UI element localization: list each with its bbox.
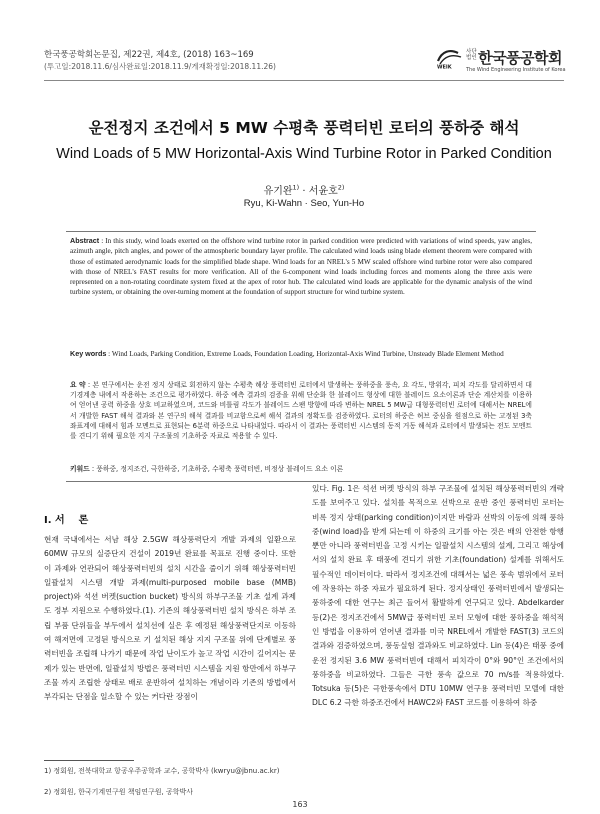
- logo-english-name: The Wind Engineering Institute of Korea: [466, 67, 566, 73]
- korean-abstract-label: 요 약: [70, 381, 86, 389]
- body-left-column: 현재 국내에서는 서남 해상 2.5GW 해상풍력단지 개발 과제의 일환으로 60MW 규모의 실증단지 건설이 2019년 완료를 목표로 진행 중이다. 또한 이 과제와 연관되어 해상풍력터빈의 설치 시간을 줄이기 위해 해상풍력터빈 일괄설치 시스템 개발 과제(multi-purposed mobile base (MMB) project)와 석션 버켓(suction bucket) 방식의 하부구조물 기초 설계 과제도 정부 지원으로 수행하였다.(1). 기존의 해상풍력터빈 설치 방식은 하부 조립 부품 단위들을 부두에서 설치선에 실은 후 예정된 해상풍력단지로 이동하여 해저면에 고정된 방식으로 기 설치된 해상 지지 구조물 위에 단계별로 풍력터빈을 조립해 나가기 때문에 작업 난이도가 높고 작업 시간이 길어지는 문제가 있는 반면에, 일괄설치 방법은 풍력터빈 시스템을 지원 항만에서 하부구조물 까지 조립한 상태로 배로 운반하여 설치하는 개념이라 기존의 방법에서 부각되는 단점을 일소할 수 있는 커다란 장점이: [44, 535, 296, 702]
- author1-affiliation-mark: 1): [292, 183, 300, 192]
- authors-english: Ryu, Ki-Wahn · Seo, Yun-Ho: [243, 198, 365, 209]
- page-number: 163: [292, 800, 308, 809]
- keywords-text: : Wind Loads, Parking Condition, Extreme Loads, Foundation Loading, Horizontal-Axis Wind Turbine, Unsteady Blade Element Method: [108, 350, 504, 358]
- keywords-label: Key words: [70, 349, 107, 358]
- korean-keywords-label: 키워드: [70, 465, 90, 473]
- korean-abstract-text: : 본 연구에서는 운전 정지 상태로 회전하지 않는 수평축 해상 풍력터빈 로터에서 발생하는 풍하중을 풍속, 요 각도, 방위각, 피치 각도를 달리하면서 대기경계층 내에서 작용하는 조건으로 평가하였다. 하중 예측 결과의 검증을 위해 단순화 한 블레이드 형상에 대한 블레이드 요소이론과 단순 계산치를 이용하여 얻어낸 공력 하중을 상호 비교하였으며, 코드와 비틀림 각도가 블레이드 스팬 방향에 따라 변하는 NREL 5 MW급 대형풍력터빈 로터에 대해서는 NREL에서 개발한 FAST 해석 결과와 본 연구의 해석 결과를 비교함으로써 해석 결과의 정확도를 검증하였다. 로터의 하중은 허브 중심을 원점으로 하는 고정된 3축 좌표계에 대해서 힘과 모멘트로 표현되는 6분력 하중으로 나타내었다. 따라서 이 결과는 풍력터빈 시스템의 동적 거동 해석과 로터에서 발생되는 전도 모멘트를 견디기 위해 필요한 지지 구조물의 기초하중 자료로 적용할 수 있다.: [70, 381, 532, 441]
- footnote-rule: [44, 760, 134, 761]
- section-number: I.: [44, 515, 52, 526]
- header-divider: [44, 80, 564, 81]
- footnote-1: 1) 정회원, 전북대학교 항공우주공학과 교수, 공학박사 (kwryu@jbnu.ac.kr): [44, 767, 280, 775]
- abstract-english: [70, 236, 532, 298]
- section-title: 서 론: [55, 515, 89, 526]
- author-separator: ·: [302, 186, 306, 197]
- journal-citation: 한국풍공학회논문집, 제22권, 제4호, (2018) 163~169: [44, 50, 254, 60]
- section-heading: [44, 511, 88, 526]
- footnote-2: 2) 정회원, 한국기계연구원 책임연구원, 공학박사: [44, 788, 194, 796]
- logo-small-text: 사단법인: [466, 49, 477, 61]
- body-right-column: 있다. Fig. 1은 석션 버켓 방식의 하부 구조물에 설치된 해상풍력터빈의 개략도를 보여주고 있다. 설치를 목적으로 선박으로 운반 중인 풍력터빈 로터는 비록 정지 상태(parking condition)이지만 바람과 선박의 이동에 의해 풍하중(wind load)을 받게 되는데 이 하중의 크기를 아는 것은 배의 안전한 항행 뿐만 아니라 풍력터빈을 고정 시키는 일괄설치 시스템의 설계, 그리고 해상에서의 설치 완료 후 태풍에 견디기 위한 기초(foundation) 설계를 위해서도 필수적인 데이터이다. 따라서 정지조건에 대해서는 넓은 풍속 범위에서 로터에 작용하는 하중 자료가 필요하게 된다. 정지상태인 풍력터빈에서 발생되는 풍하중에 대한 연구는 최근 들어서 활발하게 연구되고 있다. Abdelkarder 등(2)은 정지조건에서 5MW급 풍력터빈 로터 모형에 대한 풍하중을 해석적인 방법을 이용하여 얻어낸 결과를 미국 NREL에서 개발한 FAST(3) 코드의 결과와 검증하였으며, 풍동실험 결과와도 비교하였다. Lin 등(4)은 태풍 중에 운전 정지된 3.6 MW 풍력터빈에 대해서 피치각이 0°와 90°인 조건에서의 풍하중을 비교하였다. 그들은 극한 풍속 값으로 70 m/s를 적용하였다. Totsuka 등(5)은 극한풍속에서 DTU 10MW 연구용 풍력터빈 모델에 대한 DLC 6.2 극한 하중조건에서 HAWC2와 FAST 코드를 이용하여 하중: [312, 484, 564, 708]
- keywords-korean: [70, 464, 532, 474]
- korean-keywords-text: : 풍하중, 정지조건, 극한하중, 기초하중, 수평축 풍력터빈, 비정상 블레이드 요소 이론: [91, 465, 344, 473]
- logo-mark-text: WEIK: [437, 64, 452, 69]
- title-english: Wind Loads of 5 MW Horizontal-Axis Wind Turbine Rotor in Parked Condition: [56, 146, 552, 162]
- society-logo: [436, 47, 566, 77]
- keywords-english: [70, 349, 532, 359]
- submission-dates: (투고일:2018.11.6/심사완료일:2018.11.9/게재확정일:2018.11.26): [44, 62, 276, 71]
- author1-name: 유기완: [263, 186, 293, 197]
- author2-affiliation-mark: 2): [337, 183, 345, 192]
- abstract-korean: [70, 380, 532, 441]
- title-korean: 운전정지 조건에서 5 MW 수평축 풍력터빈 로터의 풍하중 해석: [88, 119, 520, 137]
- author2-name: 서윤호: [308, 186, 338, 197]
- abstract-label: Abstract: [70, 236, 100, 245]
- abstract-text: : In this study, wind loads exerted on the offshore wind turbine rotor in parked condition were predicted with variations of wind speeds, yaw angles, azimuth angle, pitch angles, and power of the atmospheric boundary layer profile. The calculated wind loads using blade element theorem were compared with those of estimated aerodynamic loads for the simplified blade shape. Wind loads for an NREL's 5 MW scaled offshore wind turbine rotor were also compared with those of NREL's FAST results for more verification. All of the 6-component wind loads including forces and moments along the three axis were represented on a non-rotating coordinate system fixed at the apex of rotor hub. The calculated wind loads are applicable for the dynamic analysis of the wind turbine system, or obtaining the over-turning moment at the foundation of support structure for wind turbine system.: [70, 237, 532, 297]
- logo-society-name: 한국풍공학회: [478, 49, 562, 67]
- abstract-top-rule: [66, 231, 536, 232]
- weik-logo-icon: [436, 47, 464, 69]
- authors-korean: [44, 182, 564, 197]
